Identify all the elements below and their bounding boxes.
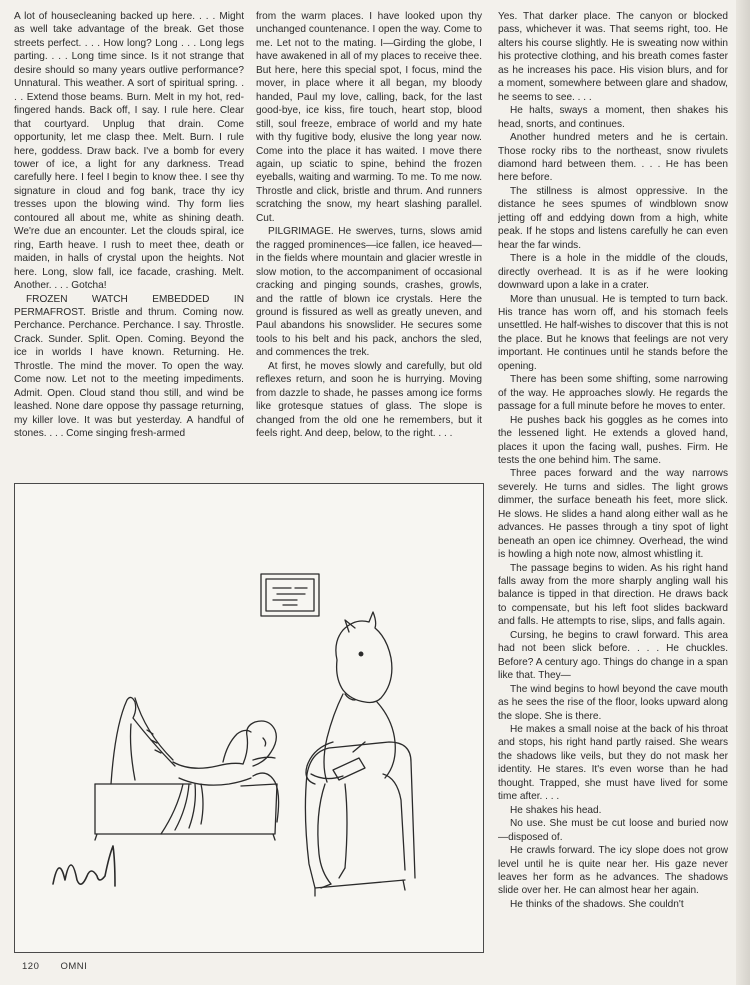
paragraph: from the warm places. I have looked upon thy unchanged countenance. I open the way. Come to me. Let not to the mating. I—Girding the globe, I have awakened in all of my places to receive thee. But here, here this special spot, I focus, mind the mover, in place where it all began, my bloody handed, Paul my love, calling, back, for the last good-bye, ice kiss, fire touch, heart stop, blood still, soul freeze, embrace of world and my hate with thy fugitive body, elusive the long year now. Come into the place it has waited. I move there again, up sciatic to spine, behind the frozen eyeballs, waiting and warming. To me. To me now. Throstle and click, bristle and thrum. And runners scratching the snow, my heart slashing parallel. Cut. (256, 11, 482, 224)
text-column-1 (14, 10, 244, 472)
paragraph: There has been some shifting, some narrowing of the way. He approaches slowly. He regards the passage for a full minute before he moves to enter. (498, 374, 728, 413)
cartoonist-signature (53, 846, 115, 915)
paragraph: FROZEN WATCH EMBEDDED IN PERMAFROST. Bristle and thrum. Coming now. Perchance. Perchance. Perchance. I say. Throstle. Crack. Sunder. Split. Open. Coming. Beyond the ice in worlds I have known. Returning. He. Throstle. The mind the mover. To open the way. Come now. Let not to the meeting impediments. Admit. Open. Cloud stand thou still, and wind be leashed. None dare oppose thy passage returning, my killer love. It was but yesterday. A handful of stones. . . . Come singing fresh-armed (14, 293, 244, 440)
paragraph: The passage begins to widen. As his right hand falls away from the more sharply angling wall his balance is tipped in that direction. He draws back to compensate, but his left foot slides backward and falls. He attempts to rise, slips, and falls again. (498, 562, 728, 628)
paragraph: PILGRIMAGE. He swerves, turns, slows amid the ragged prominences—ice fallen, ice heaved—in the fields where mountain and glacier wrestle in slow motion, to the accompaniment of occasional cracking and pinging sounds, crashes, growls, and the rattle of blown ice crystals. Here the ground is fissured as well as greatly uneven, and Paul abandons his snowslider. He secures some tools to his belt and his pack, anchors the sled, and commences the trek. (256, 226, 482, 359)
paragraph: Another hundred meters and he is certain. Those rocky ribs to the northeast, snow rivulets diamond hard between them. . . . He has been here before. (498, 132, 728, 184)
horse-psychiatrist (306, 612, 395, 888)
magazine-name: OMNI (60, 961, 88, 972)
paragraph: He shakes his head. (510, 804, 602, 816)
paragraph: No use. She must be cut loose and buried now—disposed of. (498, 818, 728, 843)
paragraph: Three paces forward and the way narrows severely. He turns and sidles. The light grows dimmer, the surface beneath his feet, more slick. He slows. He slides a hand along either wall as he advances. He passes through a tiny spot of light beneath an open ice chimney. Overhead, the wind is howling a high note now, almost whistling it. (498, 468, 728, 561)
framed-diploma (261, 574, 319, 616)
reclining-patient (111, 697, 276, 834)
paragraph: At first, he moves slowly and carefully, but old reflexes return, and soon he is hurrying. Moving from dazzle to shade, he passes among ice forms like grotesque statues of glass. The slope is changed from the old one he remembers, but it feels right. And deep, below, to the right. . . . (256, 360, 482, 440)
paragraph: Yes. That darker place. The canyon or blocked pass, whichever it was. That seems right, too. He alters his course slightly. He is sweating now within his protective clothing, and his breath comes faster as he increases his pace. His vision blurs, and for a moment, somewhere between glare and shadow, he seems to see. . . . (498, 11, 728, 103)
armchair (305, 742, 415, 896)
page-footer (22, 961, 105, 972)
paragraph: The stillness is almost oppressive. In the distance he sees spumes of windblown snow jetting off and eddying down from a high, white peak. If he stops and listens carefully he can even hear the far winds. (498, 185, 728, 251)
paragraph: The wind begins to howl beyond the cave mouth as he sees the rise of the floor, looks upward along the slope. She is there. (498, 683, 728, 722)
psychiatrist-couch (95, 773, 279, 840)
paragraph: Cursing, he begins to crawl forward. This area had not been slick before. . . . He chuckles. Before? A century ago. Things do change in a span like that. They— (498, 629, 728, 682)
page-number: 120 (22, 961, 40, 972)
paragraph: He pushes back his goggles as he comes into the lessened light. He extends a gloved hand, places it upon the facing wall, pushes. Firm. He tests the one behind him. The same. (498, 414, 728, 466)
text-column-3 (498, 10, 728, 952)
paragraph: A lot of housecleaning backed up here. . . . Might as well take advantage of the break. Get those streets perfect. . . . How long? Long . . . Long legs parting. . . . Long time since. Is it not strange that desire should so many years outlive performance? Unnatural. This weather. A sort of spiritual spring. . . . Extend those beams. Burn. Melt in my hot, red-fingered hands. Back off, I say. I rule here. Clear that courtyard. Unplug that drain. Come opportunity, let me clasp thee. Melt. Burn. I rule here, goddess. Draw back. I've a bomb for every tower of ice, a light for any darkness. Tread carefully here. I feel I begin to know thee. I see thy signature in cloud and fog bank, trace thy icy tresses upon the blowing wind. Thy form lies contoured all about me, white as shining death. We're due an encounter. Let the clouds spiral, ice ring, Earth heave. I rush to meet thee, death or maiden, in halls of crystal upon the heights. Not here. Long, slow fall, ice facade, crashing. Melt. Another. . . . Gotcha! (14, 11, 244, 292)
text-column-2 (256, 10, 482, 472)
paragraph: There is a hole in the middle of the clouds, directly overhead. It is as if he were looking downward upon a lake in a crater. (498, 253, 728, 292)
cartoon-illustration (14, 483, 484, 953)
page-edge-shadow (736, 0, 750, 985)
paragraph: He crawls forward. The icy slope does not grow level until he is quite near her. His gaze never leaves her form as he advances. The shadows slide over her. He can almost hear her again. (498, 845, 728, 897)
paragraph: He halts, sways a moment, then shakes his head, snorts, and continues. (498, 105, 728, 130)
paragraph: He thinks of the shadows. She couldn't (510, 898, 684, 910)
paragraph: He makes a small noise at the back of his throat and stops, his right hand partly raised. She wears the shadows like veils, but they do not mask her identity. He stares. It's even worse than he had thought. Trapped, she must have lived for some time after. . . . (498, 724, 728, 803)
signature-text: Mal (55, 914, 57, 915)
paragraph: More than unusual. He is tempted to turn back. His trance has worn off, and his stomach feels unsettled. He half-wishes to discover that this is not the place. But he knows that feelings are not very important. He continues until he stands before the opening. (498, 293, 728, 372)
